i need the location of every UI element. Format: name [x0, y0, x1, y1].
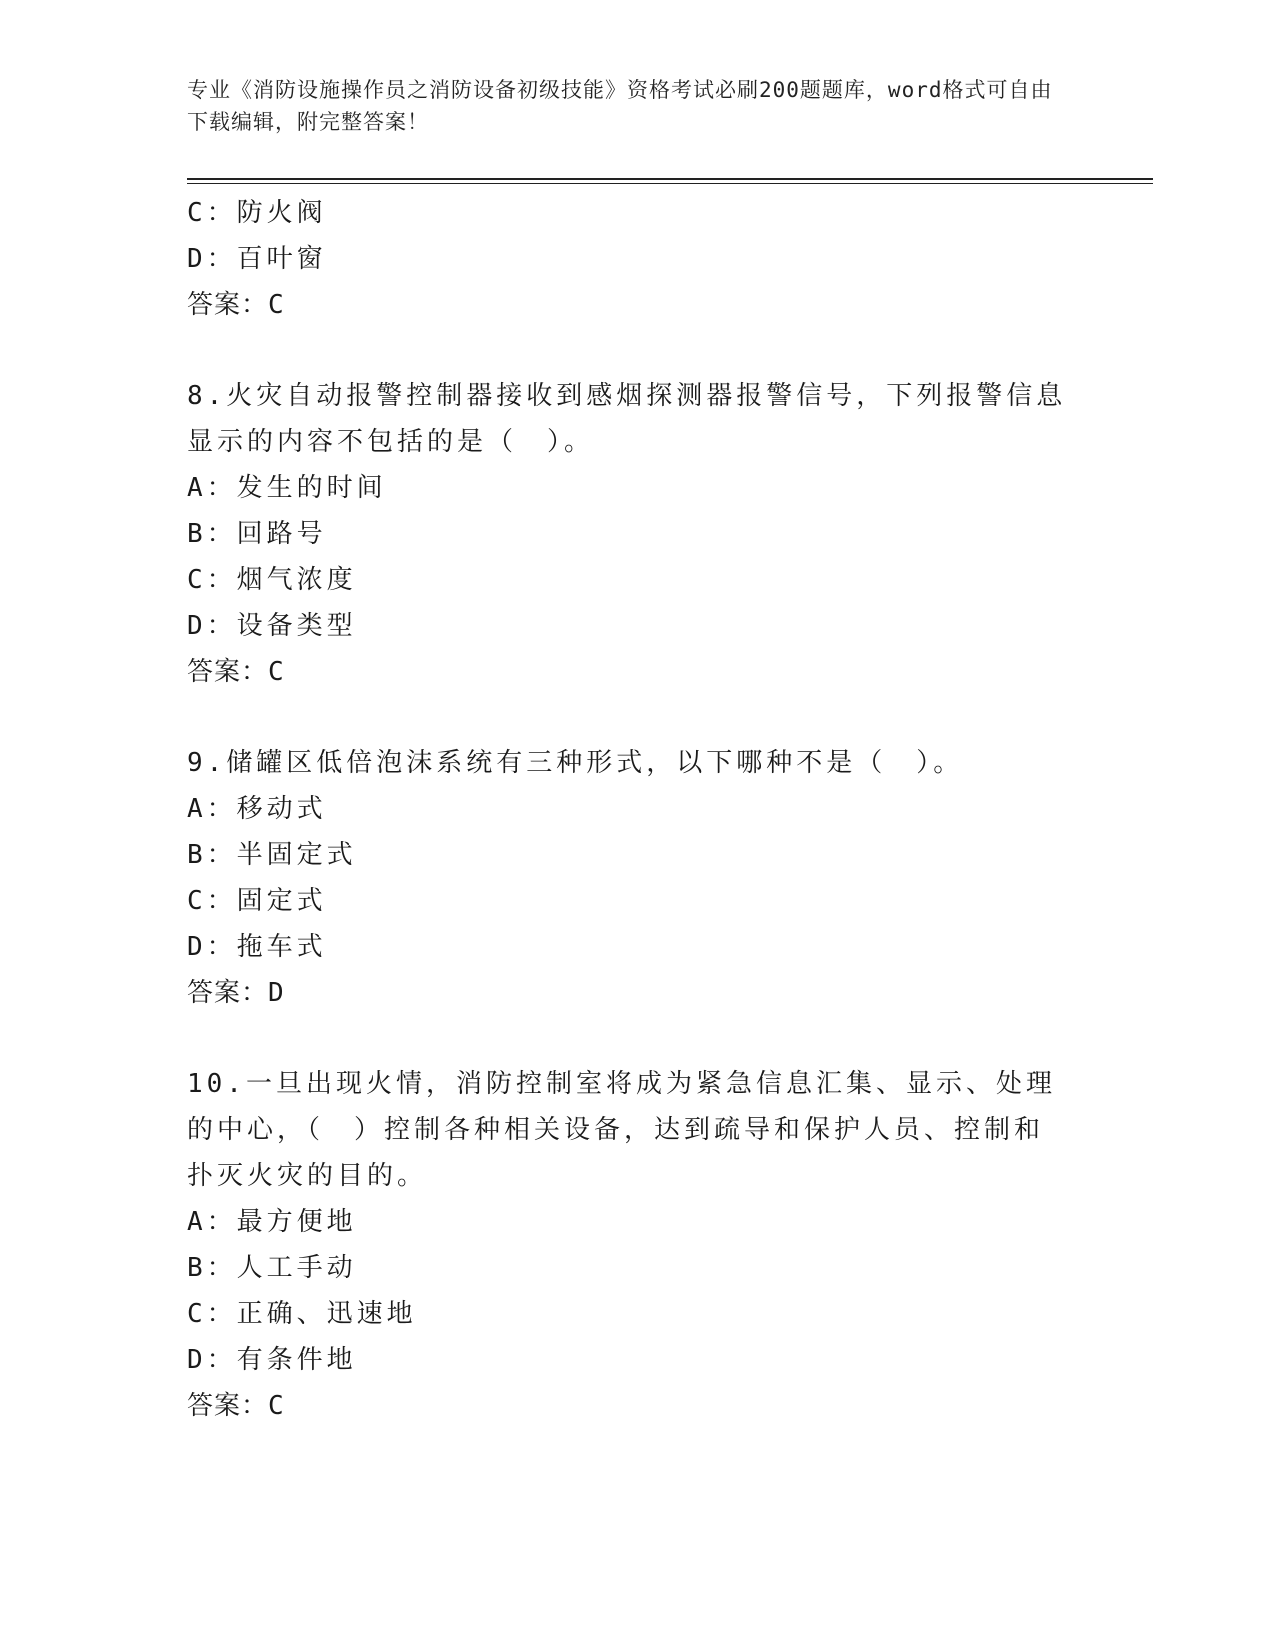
answer-line: 答案：C — [187, 657, 285, 687]
option-d: D：有条件地 — [187, 1345, 357, 1375]
option-d: D：拖车式 — [187, 932, 327, 962]
spacer — [187, 328, 1087, 373]
option-b: B：半固定式 — [187, 840, 357, 870]
option-d: D：百叶窗 — [187, 244, 327, 274]
question-list — [187, 190, 1087, 1429]
spacer — [187, 695, 1087, 740]
question-block-9 — [187, 740, 1087, 1016]
question-text: 9.储罐区低倍泡沫系统有三种形式，以下哪种不是（ ）。 — [187, 748, 964, 778]
header-divider-thin — [187, 183, 1153, 184]
answer-line: 答案：D — [187, 978, 285, 1008]
option-b: B：人工手动 — [187, 1253, 357, 1283]
answer-line: 答案：C — [187, 1391, 285, 1421]
header-divider-thick — [187, 178, 1153, 180]
option-a: A：最方便地 — [187, 1207, 357, 1237]
question-block-8 — [187, 373, 1087, 695]
answer-line: 答案：C — [187, 290, 285, 320]
question-text: 8.火灾自动报警控制器接收到感烟探测器报警信号，下列报警信息显示的内容不包括的是（ ）。 — [187, 381, 1067, 457]
option-a: A：发生的时间 — [187, 473, 387, 503]
page-header: 专业《消防设施操作员之消防设备初级技能》资格考试必刷200题题库，word格式可自由下载编辑，附完整答案！ — [187, 78, 1053, 134]
option-c: C：防火阀 — [187, 198, 327, 228]
option-c: C：固定式 — [187, 886, 327, 916]
question-block-10 — [187, 1061, 1087, 1429]
option-c: C：正确、迅速地 — [187, 1299, 417, 1329]
option-c: C：烟气浓度 — [187, 565, 357, 595]
question-text: 10.一旦出现火情，消防控制室将成为紧急信息汇集、显示、处理的中心，（ ）控制各种相关设备，达到疏导和保护人员、控制和扑灭火灾的目的。 — [187, 1069, 1056, 1191]
option-d: D：设备类型 — [187, 611, 357, 641]
option-b: B：回路号 — [187, 519, 327, 549]
option-a: A：移动式 — [187, 794, 327, 824]
question-block-7 — [187, 190, 1087, 328]
spacer — [187, 1016, 1087, 1061]
